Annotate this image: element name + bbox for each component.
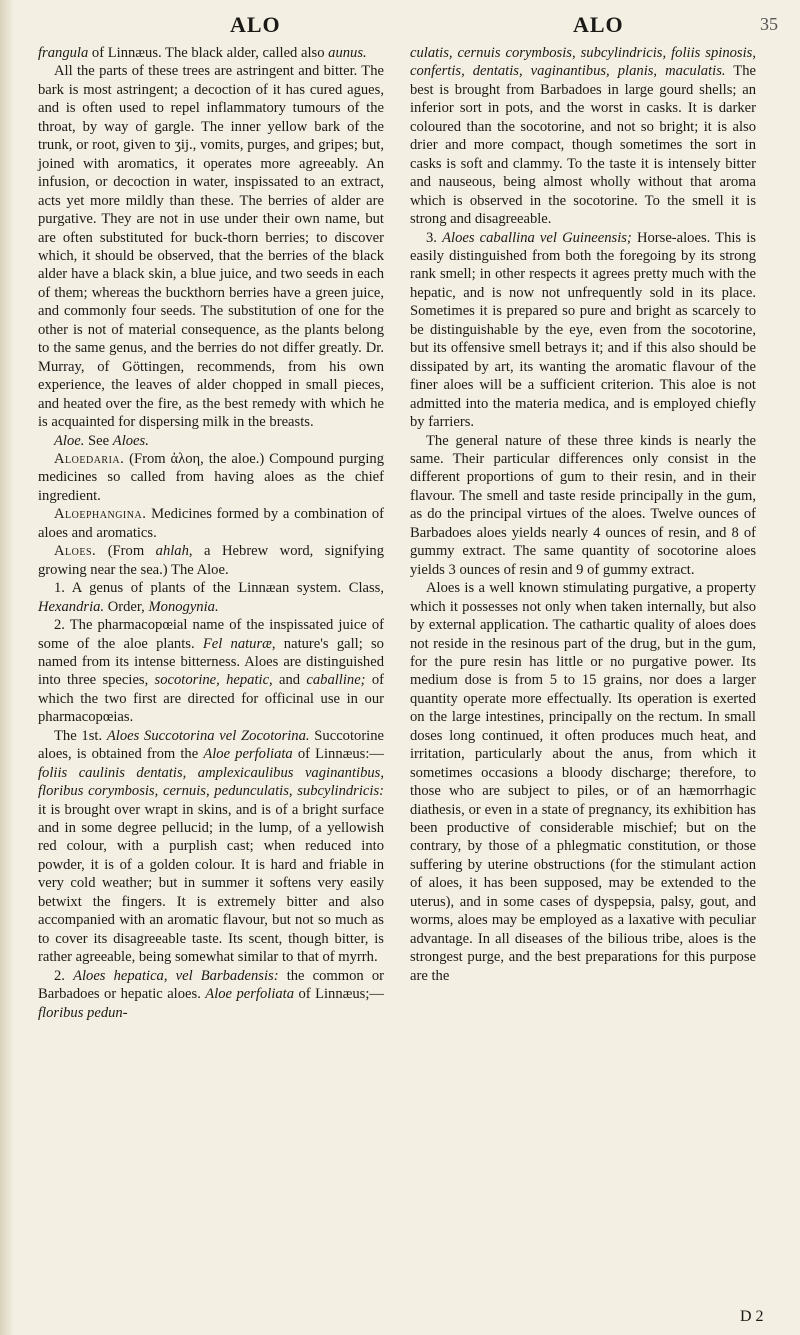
text-run: See xyxy=(84,432,113,449)
text-run: it is brought over wrapt in skins, and is of a bright surface and in some degree pellucid; in the lump, of a yellowish red colour, with a purplish cast; when reduced into powder, it is of a golden colour. It is hard and friable in very cold weather; but in summer it softens very easily betwixt the fingers. It is extremely bitter and also accompanied with an aromatic flavour, but not so much as to cover its disagreeable taste. Its scent, though bitter, is rather agreeable, being somewhat similar to that of myrrh. xyxy=(38,801,384,966)
text-run: of Linnæus. The black alder, called also xyxy=(88,45,329,61)
text-run: the common or Barbadoes or hepatic aloes. xyxy=(38,967,384,1003)
paragraph xyxy=(410,44,756,229)
italic-text: socotorine, hepatic, xyxy=(154,672,273,689)
entry-headword: Aloephangina. xyxy=(54,506,147,523)
italic-text: culatis, cernuis corymbosis, subcylindricis, foliis spinosis, confertis, dentatis, vaginantibus, planis, maculatis. xyxy=(410,45,756,80)
paragraph xyxy=(38,727,384,967)
italic-text: Aloes caballina vel Guineensis; xyxy=(442,229,632,246)
running-header xyxy=(0,6,800,46)
text-run: Aloes is a well known stimulating purgative, a property which it possesses not only when taken internally, but also by external application. The cathartic quality of aloes does not reside in the resinous part of the drug, but in the gum, for the pure resin has little or no purgative power. Its medium dose is from 5 to 15 grains, nor does a larger quantity operate more effectually. Its operation is exerted on the large intestines, principally on the rectum. In small doses long continued, it often produces much heat, and irritation, particularly about the anus, from which it sometimes occasions a bloody discharge; therefore, to those who are subject to piles, or of an hæmorrhagic diathesis, or even in a state of pregnancy, its exhibition has been productive of considerable mischief; but on the contrary, by those of a phlegmatic constitution, or those suffering by uterine obstructions (for the stimulant action of aloes, it has been supposed, may be extended to the uterus), and in some cases of dyspepsia, palsy, gout, and worms, aloes may be employed as a laxative with peculiar advantage. In all diseases of the bilious tribe, aloes is the strongest purge, and the best preparations for this purpose are the xyxy=(410,580,756,984)
paragraph xyxy=(38,616,384,727)
entry-headword: Aloedaria. xyxy=(54,450,125,467)
italic-text: Aloe. xyxy=(54,432,85,449)
italic-text: Aloe perfoliata xyxy=(205,986,295,1003)
text-run: (From ἀλοη, the aloe.) Compound purging medicines so called from having aloes as the chief ingredient. xyxy=(38,450,384,504)
text-run: The general nature of these three kinds is nearly the same. Their particular differences only consist in the different proportions of gum to their resin, and in their flavour. The smell and taste reside principally in the gum, as do the principal virtues of the aloes. Twelve ounces of Barbadoes aloes yields nearly 4 ounces of resin, and 8 of gummy extract. The same quantity of socotorine aloes yields 3 ounces of resin and 9 of gummy extract. xyxy=(410,432,756,578)
signature-mark: D 2 xyxy=(740,1308,764,1325)
paragraph xyxy=(38,542,384,579)
italic-text: Aloes Succotorina vel Zocotorina. xyxy=(106,727,310,744)
italic-text: Aloes. xyxy=(112,432,149,449)
text-run: , a Hebrew word, signifying growing near the sea.) The Aloe. xyxy=(38,543,384,578)
header-right-word: ALO xyxy=(573,12,624,37)
text-run: Medicines formed by a combination of aloes and aromatics. xyxy=(38,506,384,541)
paragraph xyxy=(38,432,384,450)
italic-text: Monogynia. xyxy=(148,598,219,615)
text-run: 1. A genus of plants of the Linnæan system. Class, xyxy=(54,580,384,597)
text-run: 2. The pharmacopœial name of the inspissated juice of some of the aloe plants. xyxy=(38,617,384,652)
italic-text: caballine; xyxy=(306,672,366,689)
italic-text: floribus pedun- xyxy=(38,1004,128,1021)
right-column xyxy=(410,44,756,985)
text-run: , nature's gall; so named from its intense bitterness. Aloes are distinguished into three species, xyxy=(38,635,384,689)
paragraph xyxy=(410,579,756,985)
paragraph xyxy=(38,62,384,431)
paragraph xyxy=(38,505,384,542)
italic-text: Aloes hepatica, vel Barbadensis: xyxy=(73,967,279,984)
left-column xyxy=(38,44,384,1022)
paragraph xyxy=(38,967,384,1022)
text-run: (From xyxy=(96,543,156,560)
italic-text: frangula xyxy=(38,45,89,61)
text-run: Succotorine aloes, is obtained from the xyxy=(38,727,385,763)
paragraph xyxy=(410,432,756,580)
page-edge-shadow xyxy=(0,0,14,1335)
text-run: of which the two first are directed for officinal use in our pharmacopœias. xyxy=(38,672,384,726)
italic-text: Aloe perfoliata xyxy=(203,746,293,763)
text-run: 3. xyxy=(426,229,443,246)
italic-text: ahlah xyxy=(155,543,189,560)
text-run: Order, xyxy=(104,598,149,615)
text-run: 2. xyxy=(54,967,74,984)
page-number: 35 xyxy=(760,14,778,34)
paragraph xyxy=(410,229,756,432)
text-run: of Linnæus;— xyxy=(294,986,384,1003)
paragraph xyxy=(38,450,384,505)
italic-text: foliis caulinis dentatis, amplexicaulibus vaginantibus, floribus corymbosis, cernuis, pedunculatis, subcylindricis: xyxy=(38,764,384,800)
italic-text: Fel naturæ xyxy=(202,635,272,652)
text-run: of Linnæus:— xyxy=(292,746,384,763)
text-run: All the parts of these trees are astringent and bitter. The bark is most astringent; a decoction of it has cured agues, and is often used to repel inflammatory tumours of the throat, by way of gargle. The inner yellow bark of the trunk, or root, given to ʒij., vomits, purges, and gripes; but, joined with aromatics, it operates more agreeably. An infusion, or decoction in water, inspissated to an extract, acts yet more mildly than these. The berries of alder are purgative. They are not in use under their own name, but are often substituted for buck-thorn berries; to discover which, it should be observed, that the berries of the black alder have a black skin, a blue juice, and two seeds in each of them; whereas the buckthorn berries have a green juice, and commonly four seeds. The substitution of one for the other is not of material consequence, as the plants belong to the same genus, and the berries do not differ greatly. Dr. Murray, of Göttingen, recommends, from his own experience, the leaves of alder chopped in small pieces, and heated over the fire, as the best remedy with which he is acquainted for dispersing milk in the breasts. xyxy=(38,63,384,431)
paragraph xyxy=(38,579,384,616)
text-run: Horse-aloes. This is easily distinguished from both the foregoing by its strong rank smell; in other respects it agrees pretty much with the hepatic, and is now not unfrequently sold in its place. Sometimes it is prepared so pure and bright as scarcely to be distinguishable by the eye, even from the socotorine, but its offensive smell betrays it; and if this also should be dissipated by art, its wanting the aromatic flavour of the finer aloes will be a sufficient criterion. This aloe is not admitted into the materia medica, and is employed chiefly by farriers. xyxy=(410,229,756,431)
paragraph xyxy=(38,44,384,62)
text-run: The best is brought from Barbadoes in large gourd shells; an inferior sort in pots, and the worst in casks. It is darker coloured than the socotorine, and not so bright; it is also drier and more compact, though sometimes the sort in casks is soft and clammy. To the taste it is intensely bitter and nauseous, being almost wholly without that aroma which is observed in the socotorine. To the smell it is strong and disagreeable. xyxy=(410,63,756,228)
italic-text: aunus. xyxy=(328,45,367,61)
italic-text: Hexandria. xyxy=(38,598,105,615)
entry-headword: Aloes. xyxy=(54,543,97,560)
text-run: and xyxy=(272,672,307,689)
header-left-word: ALO xyxy=(230,12,281,37)
text-run: The 1st. xyxy=(54,727,107,744)
